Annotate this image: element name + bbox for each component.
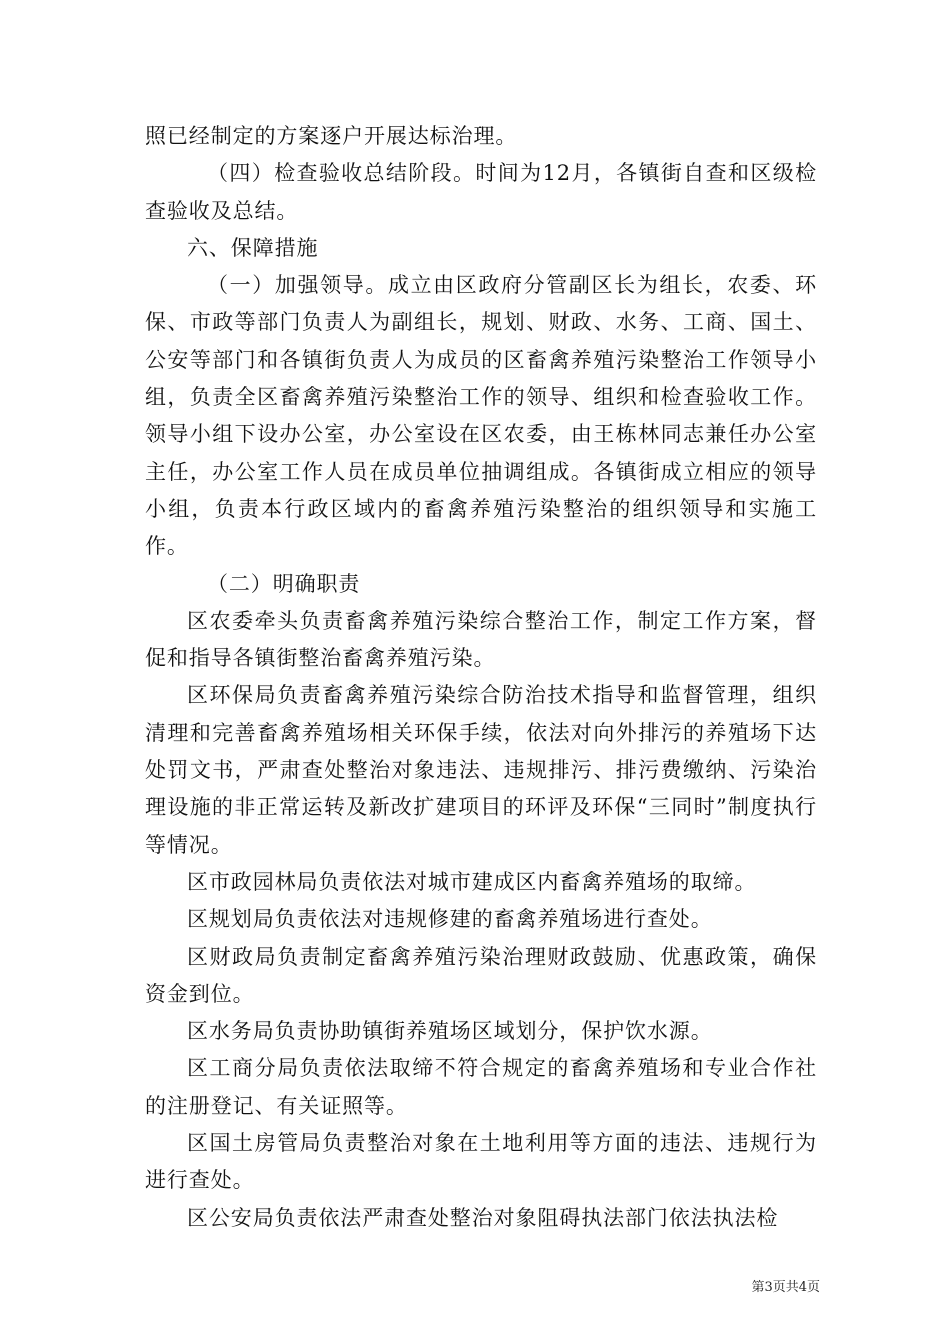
paragraph-agriculture-committee: 区农委牵头负责畜禽养殖污染综合整治工作，制定工作方案，督促和指导各镇街整治畜禽养殖污染。: [145, 608, 817, 671]
section-heading-safeguards: 六、保障措施: [187, 235, 319, 260]
paragraph-police-bureau: 区公安局负责依法严肃查处整治对象阻碍执法部门依法执法检: [187, 1205, 779, 1230]
paragraph-land-bureau: 区国土房管局负责整治对象在土地利用等方面的违法、违规行为进行查处。: [145, 1131, 817, 1193]
paragraph-water-bureau: 区水务局负责协助镇街养殖场区域划分，保护饮水源。: [187, 1019, 713, 1044]
paragraph-leadership: （一）加强领导。成立由区政府分管副区长为组长，农委、环保、市政等部门负责人为副组长，规划、财政、水务、工商、国土、公安等部门和各镇街负责人为成员的区畜禽养殖污染整治工作领导小组，负责全区畜禽养殖污染整治工作的领导、组织和检查验收工作。领导小组下设办公室，办公室设在区农委，由王栋林同志兼任办公室主任，办公室工作人员在成员单位抽调组成。各镇街成立相应的领导小组，负责本行政区域内的畜禽养殖污染整治的组织领导和实施工作。: [145, 273, 817, 559]
paragraph-stage-four: （四）检查验收总结阶段。时间为12月，各镇街自查和区级检查验收及总结。: [145, 161, 817, 223]
subheading-responsibilities: （二）明确职责: [207, 571, 361, 596]
paragraph-commerce-bureau: 区工商分局负责依法取缔不符合规定的畜禽养殖场和专业合作社的注册登记、有关证照等。: [145, 1056, 817, 1118]
document-body: [145, 118, 817, 1237]
page-number-footer: 第3页共4页: [751, 1280, 820, 1295]
paragraph-finance-bureau: 区财政局负责制定畜禽养殖污染治理财政鼓励、优惠政策，确保资金到位。: [145, 944, 817, 1006]
paragraph-planning-bureau: 区规划局负责依法对违规修建的畜禽养殖场进行查处。: [187, 907, 713, 932]
paragraph-environment-bureau: 区环保局负责畜禽养殖污染综合防治技术指导和监督管理，组织清理和完善畜禽养殖场相关环保手续，依法对向外排污的养殖场下达处罚文书，严肃查处整治对象违法、违规排污、排污费缴纳、污染治理设施的非正常运转及新改扩建项目的环评及环保“三同时”制度执行等情况。: [145, 683, 817, 857]
paragraph-municipal-bureau: 区市政园林局负责依法对城市建成区内畜禽养殖场的取缔。: [187, 869, 757, 894]
paragraph-continuation: 照已经制定的方案逐户开展达标治理。: [145, 124, 518, 148]
